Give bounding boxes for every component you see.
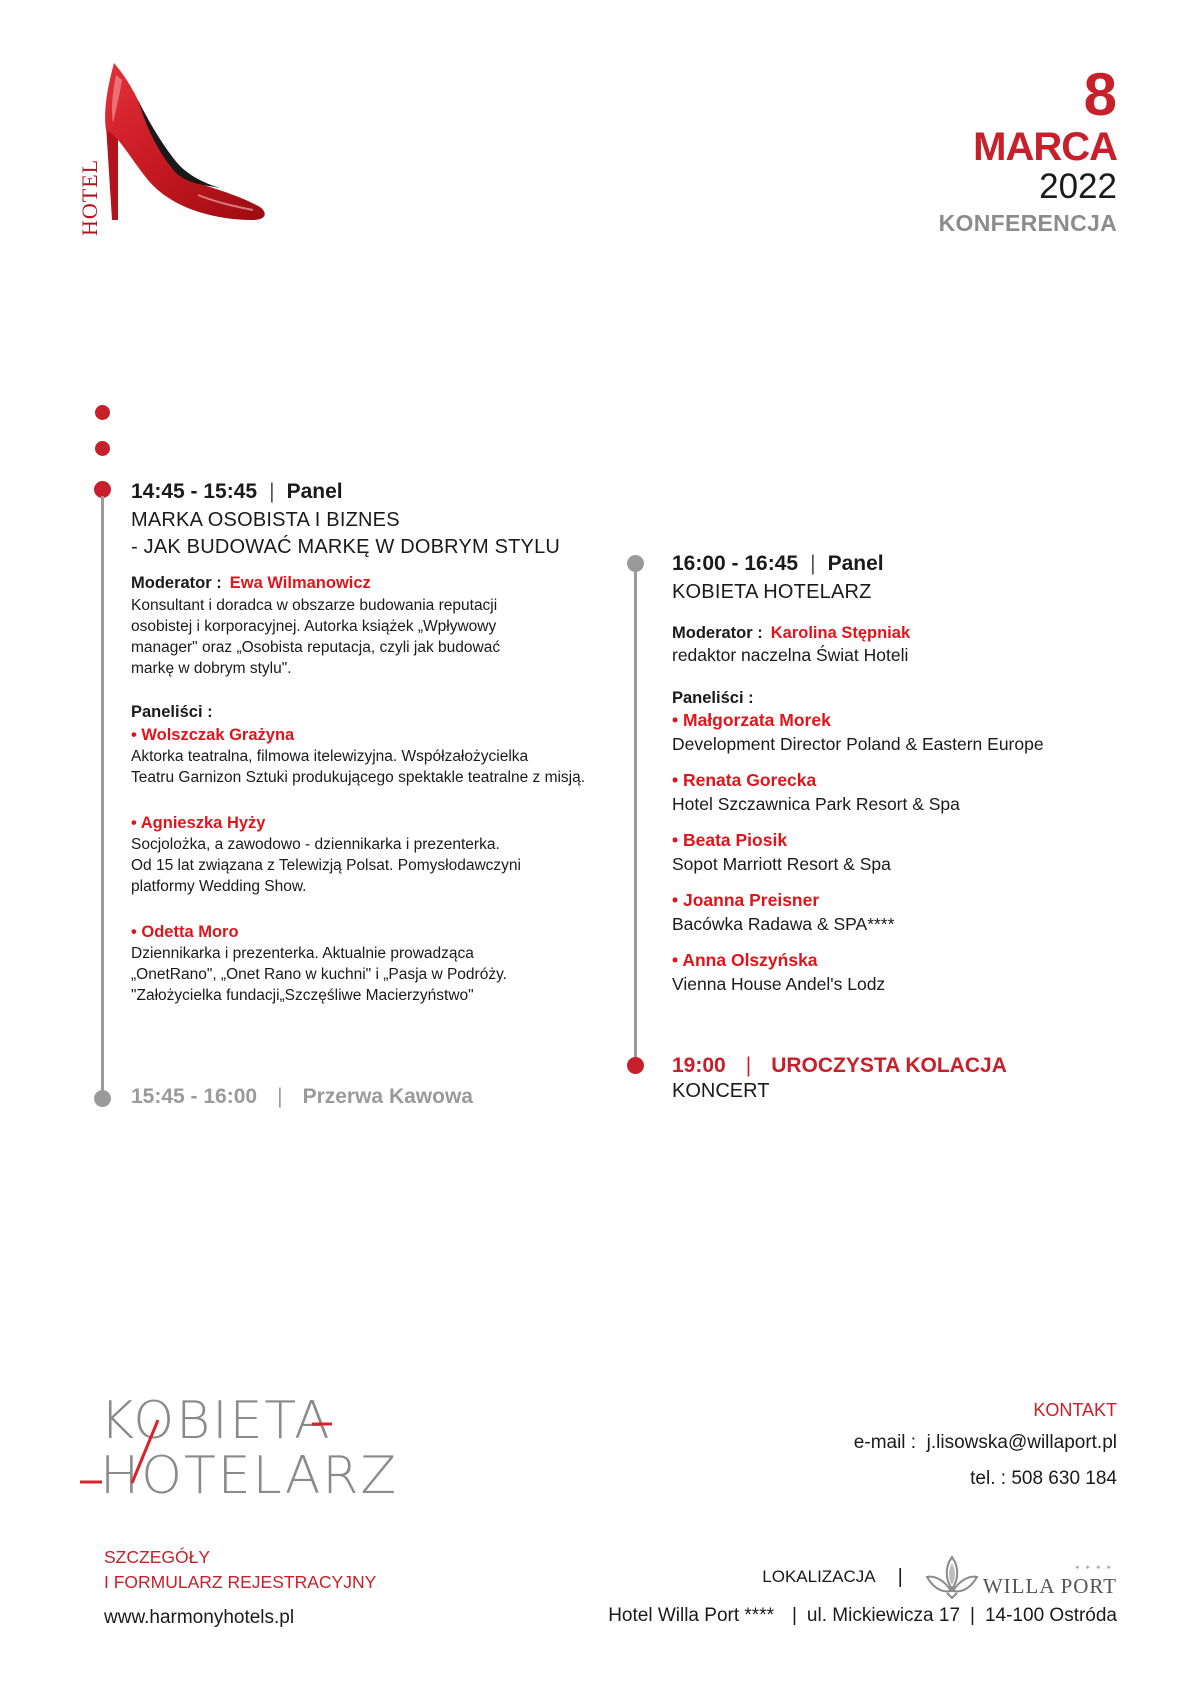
- address-city: 14-100 Ostróda: [984, 1605, 1117, 1626]
- timeline-dot-decorative: [95, 441, 110, 456]
- event-type: KONFERENCJA: [938, 210, 1117, 236]
- contact-title: KONTAKT: [1033, 1400, 1117, 1420]
- panelist-item: • Beata Piosik Sopot Marriott Resort & Spa: [672, 830, 891, 874]
- date-year: 2022: [1039, 167, 1117, 206]
- registration-details: SZCZEGÓŁY I FORMULARZ REJESTRACYJNY www.harmonyhotels.pl: [104, 1547, 377, 1628]
- dinner-label: UROCZYSTA KOLACJA: [771, 1054, 1007, 1077]
- timeline-dot-decorative: [95, 405, 110, 420]
- address-row: Hotel Willa Port **** | ul. Mickiewicza 17 | 14-100 Ostróda: [608, 1605, 1117, 1626]
- willa-port-logo: [925, 1555, 1117, 1599]
- email-row: e-mail : j.lisowska@willaport.pl: [853, 1432, 1117, 1453]
- panelists-label: Paneliści :: [131, 703, 213, 721]
- session-2-time: 16:00 - 16:45: [672, 552, 799, 575]
- panelist-item: • Odetta Moro Dziennikarka i prezenterka. Aktualnie prowadząca „OnetRano", „Onet Rano w kuchni" i „Pasja w Podróży. "Założycielka fundacji„Szczęśliwe Macierzyństwo": [131, 923, 507, 1004]
- moderator-description: Konsultant i doradca w obszarze budowania reputacji osobistej i korporacyjnej. Autorka książek „Wpływowy manager" oraz „Osobista reputacja, czyli jak budować markę w dobrym stylu".: [131, 597, 501, 677]
- date-day: 8: [1083, 61, 1117, 128]
- break-time: 15:45 - 16:00: [131, 1085, 258, 1108]
- dinner-header: 19:00 | UROCZYSTA KOLACJA: [672, 1054, 1007, 1077]
- lotus-icon: [925, 1555, 979, 1599]
- address-street: ul. Mickiewicza 17: [806, 1605, 961, 1626]
- panelist-item: • Anna Olszyńska Vienna House Andel's Lodz: [672, 950, 886, 994]
- location-row: LOKALIZACJA | **** WILLA PORT: [762, 1555, 1117, 1599]
- session-2-block: [672, 552, 1152, 996]
- phone-number[interactable]: 508 630 184: [1011, 1468, 1117, 1489]
- dinner-time: 19:00: [672, 1054, 726, 1077]
- session-2-type: Panel: [827, 552, 884, 575]
- session-2-header: 16:00 - 16:45 | Panel: [672, 552, 884, 575]
- panelists-label: Paneliści :: [672, 689, 754, 707]
- session-1-header: 14:45 - 15:45 | Panel: [131, 480, 343, 503]
- moderator-description: redaktor naczelna Świat Hoteli: [672, 645, 909, 665]
- panelist-item: • Małgorzata Morek Development Director Poland & Eastern Europe: [672, 710, 1044, 754]
- session-2-moderator: Moderator : Karolina Stępniak: [672, 624, 911, 642]
- date-month: MARCA: [973, 125, 1117, 169]
- address-hotel: Hotel Willa Port ****: [608, 1605, 774, 1626]
- email-link[interactable]: j.lisowska@willaport.pl: [926, 1432, 1117, 1453]
- dinner-block: [672, 1054, 1007, 1103]
- red-shoe-logo-image: [78, 55, 278, 235]
- panelist-item: • Joanna Preisner Bacówka Radawa & SPA****: [672, 890, 895, 934]
- kobieta-hotelarz-logo: KOBIETA HOTELARZ: [80, 1395, 380, 1515]
- website-link[interactable]: www.harmonyhotels.pl: [104, 1607, 295, 1628]
- logo-red-strokes: [80, 1395, 380, 1515]
- coffee-break-row: 15:45 - 16:00 | Przerwa Kawowa: [131, 1085, 473, 1108]
- timeline-dot-dinner: [627, 1057, 644, 1074]
- panelist-item: • Agnieszka Hyży Socjolożka, a zawodowo - dziennikarka i prezenterka. Od 15 lat związana z Telewizją Polsat. Pomysłodawczyni platformy Wedding Show.: [131, 814, 521, 895]
- session-1-type: Panel: [286, 480, 343, 503]
- timeline-dot-break: [94, 1090, 111, 1107]
- phone-row: tel. : 508 630 184: [970, 1468, 1117, 1489]
- event-date-block: [938, 61, 1117, 240]
- willa-port-wordmark: **** WILLA PORT: [982, 1564, 1117, 1598]
- concert-label: KONCERT: [672, 1080, 770, 1102]
- session-1-block: [131, 480, 601, 1006]
- hotel-logo-text: HOTEL: [77, 158, 102, 236]
- timeline-line-right: [634, 570, 637, 1060]
- session-2-title: KOBIETA HOTELARZ: [672, 581, 872, 603]
- break-label: Przerwa Kawowa: [302, 1085, 473, 1108]
- session-1-moderator: Moderator : Ewa Wilmanowicz: [131, 574, 371, 592]
- panelist-item: • Wolszczak Grażyna Aktorka teatralna, filmowa itelewizyjna. Współzałożycielka Teatru Garnizon Sztuki produkującego spektakle teatralne z misją.: [131, 726, 586, 786]
- session-1-time: 14:45 - 15:45: [131, 480, 258, 503]
- moderator-name: Karolina Stępniak: [770, 624, 911, 642]
- location-label: LOKALIZACJA: [762, 1567, 876, 1586]
- contact-block: [854, 1395, 1117, 1497]
- moderator-name: Ewa Wilmanowicz: [229, 574, 371, 592]
- session-1-title: MARKA OSOBISTA I BIZNES - JAK BUDOWAĆ MARKĘ W DOBRYM STYLU: [131, 509, 561, 558]
- panelist-item: • Renata Gorecka Hotel Szczawnica Park Resort & Spa: [672, 770, 960, 814]
- timeline-line-left: [101, 496, 104, 1096]
